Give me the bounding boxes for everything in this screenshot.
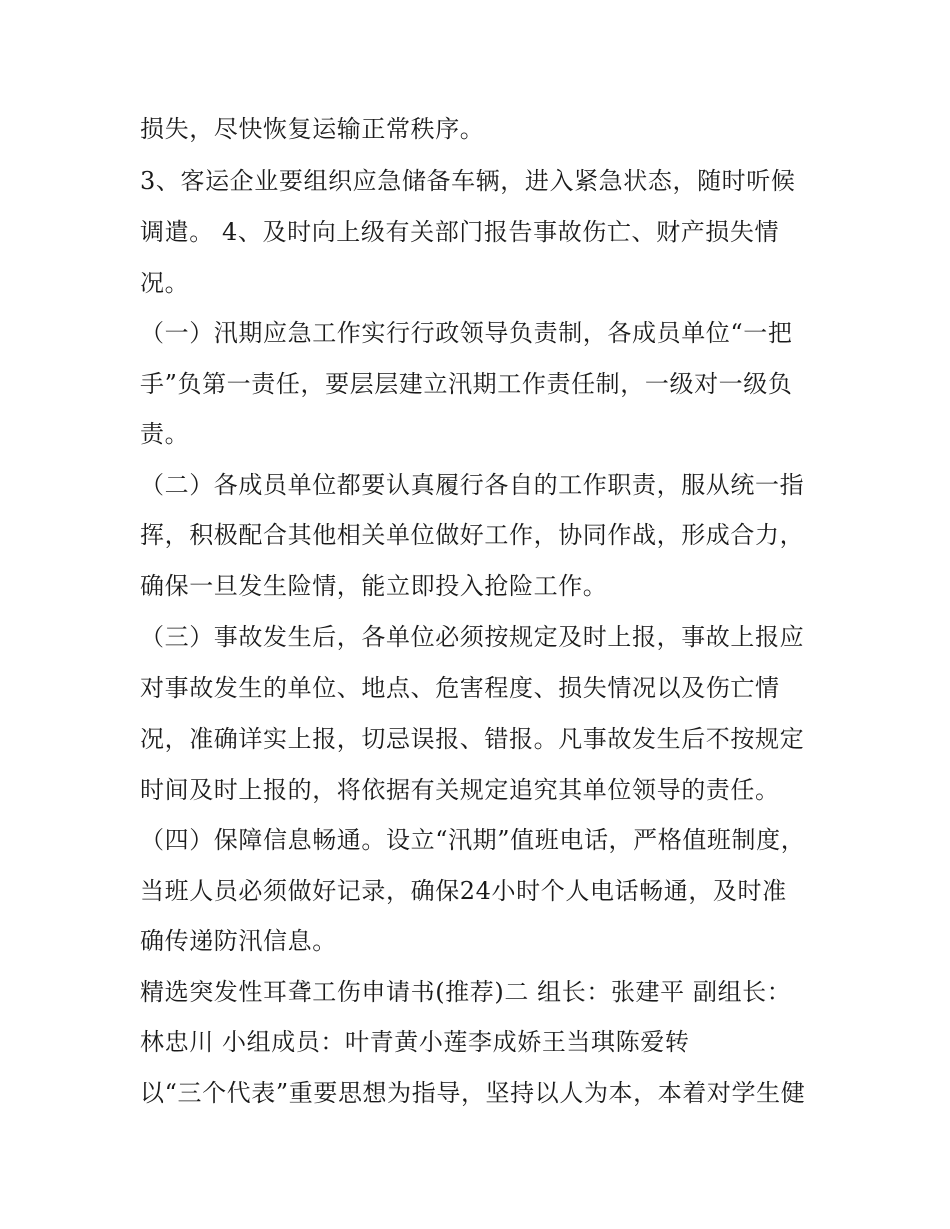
text-line: （四）保障信息畅通。设立“汛期”值班电话，严格值班制度， bbox=[140, 826, 806, 854]
text-line: 损失，尽快恢复运输正常秩序。 bbox=[140, 115, 485, 143]
text-line: （一）汛期应急工作实行行政领导负责制，各成员单位“一把 bbox=[140, 319, 793, 347]
text-line: 3、客运企业要组织应急储备车辆，进入紧急状态，随时听候 bbox=[140, 167, 796, 195]
text-line: 时间及时上报的，将依据有关规定追究其单位领导的责任。 bbox=[140, 776, 780, 804]
text-line: 林忠川 小组成员：叶青黄小莲李成娇王当琪陈爱转 bbox=[140, 1028, 690, 1056]
text-line: 手”负第一责任，要层层建立汛期工作责任制，一级对一级负 bbox=[140, 370, 793, 398]
text-line: 确保一旦发生险情，能立即投入抢险工作。 bbox=[140, 572, 608, 600]
text-line: 责。 bbox=[140, 420, 190, 448]
text-line: （二）各成员单位都要认真履行各自的工作职责，服从统一指 bbox=[140, 471, 805, 499]
text-line: 挥，积极配合其他相关单位做好工作，协同作战，形成合力， bbox=[140, 521, 805, 549]
text-line: 精选突发性耳聋工伤申请书(推荐)二 组长：张建平 副组长： bbox=[140, 978, 792, 1006]
text-line: 况。 bbox=[140, 269, 190, 297]
text-line: 以“三个代表”重要思想为指导，坚持以人为本，本着对学生健 bbox=[140, 1079, 806, 1107]
text-line: 确传递防汛信息。 bbox=[140, 927, 337, 955]
text-line: 对事故发生的单位、地点、危害程度、损失情况以及伤亡情 bbox=[140, 674, 780, 702]
text-line: 当班人员必须做好记录，确保24小时个人电话畅通，及时准 bbox=[140, 877, 787, 905]
text-line: （三）事故发生后，各单位必须按规定及时上报，事故上报应 bbox=[140, 623, 805, 651]
text-line: 调遣。 4、及时向上级有关部门报告事故伤亡、财产损失情 bbox=[140, 218, 780, 246]
text-line: 况，准确详实上报，切忌误报、错报。凡事故发生后不按规定 bbox=[140, 725, 805, 753]
